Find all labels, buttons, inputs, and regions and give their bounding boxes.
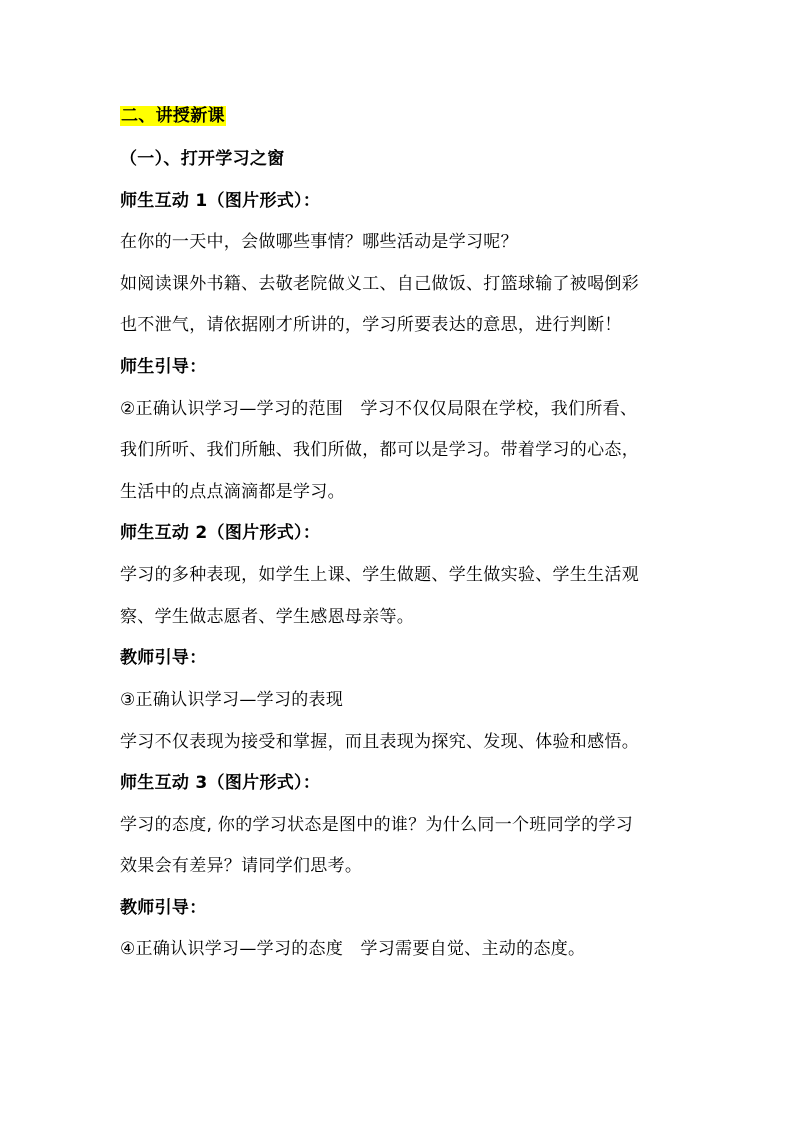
guidance-heading-1: 师生引导： <box>120 357 207 377</box>
paragraph-line: 察、学生做志愿者、学生感恩母亲等。 <box>120 607 415 627</box>
section-heading <box>120 104 226 128</box>
paragraph-line: 学习的多种表现，如学生上课、学生做题、学生做实验、学生生活观 <box>120 565 639 585</box>
paragraph-line: ③正确认识学习—学习的表现 <box>120 690 344 710</box>
paragraph-line: 学习不仅表现为接受和掌握，而且表现为探究、发现、体验和感悟。 <box>120 732 639 752</box>
paragraph-line: 如阅读课外书籍、去敬老院做义工、自己做饭、打篮球输了被喝倒彩 <box>120 274 639 294</box>
interaction-heading-2: 师生互动 2（图片形式）： <box>120 523 321 543</box>
guidance-heading-2: 教师引导： <box>120 648 207 668</box>
paragraph-line: 效果会有差异？请同学们思考。 <box>120 856 363 876</box>
guidance-heading-3: 教师引导： <box>120 898 207 918</box>
paragraph-line: ②正确认识学习—学习的范围 学习不仅仅局限在学校，我们所看、 <box>120 399 638 419</box>
section-heading-highlight: 二、讲授新课 <box>121 106 225 126</box>
paragraph-line: 也不泄气，请依据刚才所讲的，学习所要表达的意思，进行判断！ <box>120 315 622 335</box>
interaction-heading-1: 师生互动 1（图片形式）： <box>120 191 321 211</box>
interaction-heading-3: 师生互动 3（图片形式）： <box>120 773 321 793</box>
paragraph-line: 学习的态度, 你的学习状态是图中的谁？为什么同一个班同学的学习 <box>120 815 634 835</box>
subsection-heading: （一）、打开学习之窗 <box>120 149 285 169</box>
paragraph-line: ④正确认识学习—学习的态度 学习需要自觉、主动的态度。 <box>120 939 586 959</box>
paragraph-line: 我们所听、我们所触、我们所做，都可以是学习。带着学习的心态， <box>120 440 639 460</box>
paragraph-line: 在你的一天中，会做哪些事情？哪些活动是学习呢？ <box>120 232 518 252</box>
paragraph-line: 生活中的点点滴滴都是学习。 <box>120 482 345 502</box>
